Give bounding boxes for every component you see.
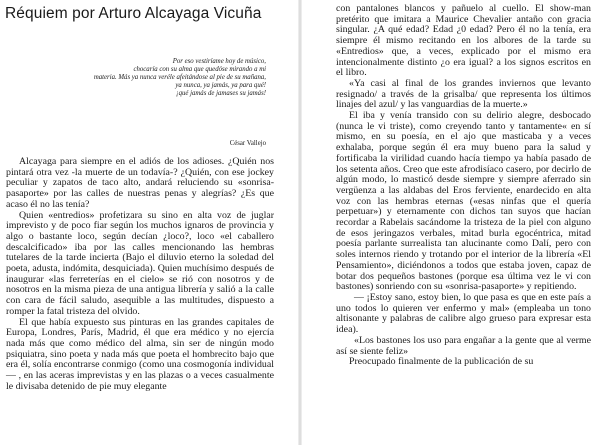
epigraph-line: ya nunca, ya jamás, ya para qué! bbox=[175, 82, 266, 89]
paragraph: El iba y venía transido con su delirio alegre, desbocado (nunca le vi triste), como creyendo tanto y tantamente« en sí mismo, en su poesía, en el ajo que masticaba y a veces exhalaba, porque según él era muy bueno para la salud y fortificaba la virilidad cuando hacía tiempo ya había pasado de los setenta años. Creo que este afrodisíaco casero, por decirlo de algún modo, lo masticó desde siempre y siempre aferrado sin vergüenza a las aldabas del Eros ferviente, enardecido en alta voz con las hembras eternas («esas ninfas que el quería perpetuar») y eternamente con dichos tan suyos que hacían recordar a Rabelais sacándome la tristeza de la piel con alguno de esos jeringazos verbales, mitad burla egocéntrica, mitad poesía parlante surrealista tan alucinante como Dalí, pero con soles internos riendo y trotando por el interior de la librería «El Pensamiento», diciéndonos a todos que estaba joven, capaz de botar dos pequeños bastones (porque esa última vez le vi con bastones) sonriendo con su «sonrisa-pasaporte» y repitiendo. bbox=[336, 110, 591, 293]
epigraph-line: Por eso vestiríame hoy de músico, bbox=[172, 58, 266, 65]
right-body-text bbox=[336, 4, 591, 368]
dialog-paragraph: «Los bastones los uso para engañar a la gente que al verme así se siente feliz» bbox=[336, 334, 591, 357]
epigraph bbox=[26, 58, 266, 98]
article-title: Réquiem por Arturo Alcayaga Vicuña bbox=[5, 5, 262, 22]
left-body-text bbox=[6, 157, 274, 392]
dialog-paragraph: — ¡Estoy sano, estoy bien, lo que pasa es que en este país a uno todos lo quieren ver enfermo y mal» (empleaba un tono altisonante y palabras de calibre algo grueso para expresar esta idea). bbox=[336, 291, 591, 336]
epigraph-author: César Vallejo bbox=[229, 140, 266, 147]
epigraph-line: chocaría con su alma que quedóse mirando a mi bbox=[133, 66, 266, 73]
quote-paragraph: «Ya casi al final de los grandes inviernos que levanto resignado/ a través de la grisalba/ que representa los últimos linajes del azul/ y las vanguardias de la muerte.» bbox=[336, 77, 591, 111]
paragraph: Quien «entredios» profetizara su sino en alta voz de juglar imprevisto y de poco fiar según los muchos ignaros de provincia y algo o bastante loco, según decían ¿loco?, loco «el caballero descalcificado» iba por las calles mencionando las hembras tutelares de la tarde incierta (Bajo el diluvio eterno la soledad del poeta, adusta, indómita, desquiciada). Quien muchísimo después de inaugurar «las ferreterías en el cielo» se rió con nosotros y de nosotros en la misma pieza de una antigua librería y salió a la calle con cara de fácil saludo, asequible a las multitudes, dispuesto a romper la fatal tristeza del olvido. bbox=[6, 209, 274, 317]
paragraph: El que había expuesto sus pinturas en las grandes capitales de Europa, Londres, París, Madrid, él que era médico y no ejercía nada más que como médico del alma, sin ser de ningún modo psiquiatra, sino poeta y nada más que poeta el hombrecito bajo que era él, solía encontrarse conmigo (como una cosmogonía individual— , en las aceras imprevistas y en las plazas o a veces casualmente le divisaba detenido de pie muy elegante bbox=[6, 316, 274, 392]
right-page bbox=[300, 0, 600, 445]
epigraph-line: materia. Más ya nunca veréle afeitándose al pie de su mañana, bbox=[93, 74, 266, 81]
paragraph: con pantalones blancos y pañuelo al cuello. El show-man pretérito que imitara a Maurice Chevalier antaño con gracia singular. ¿A qué edad? Edad ¿0 edad? Pero él no la tenía, era siempre él mismo recitando en los albores de la tarde su «Entredios» que, a veces, explicado por el mismo era intencionalmente distinto ¿o era igual? a los signos escritos en el libro. bbox=[336, 3, 591, 79]
paragraph: Alcayaga para siempre en el adiós de los adioses. ¿Quién nos pintará otra vez -la muerte de un todavía-? ¿Quién, con ese jockey peculiar y zapatos de taco alto, andará reluciendo su «sonrisa-pasaporte» por las calles de nuestras penas y alegrías? ¿Es que acaso él no las tenía? bbox=[6, 156, 274, 210]
paragraph: Preocupado finalmente de la publicación de su bbox=[349, 356, 534, 368]
epigraph-line: ¡qué jamás de jamases su jamás! bbox=[175, 90, 266, 97]
